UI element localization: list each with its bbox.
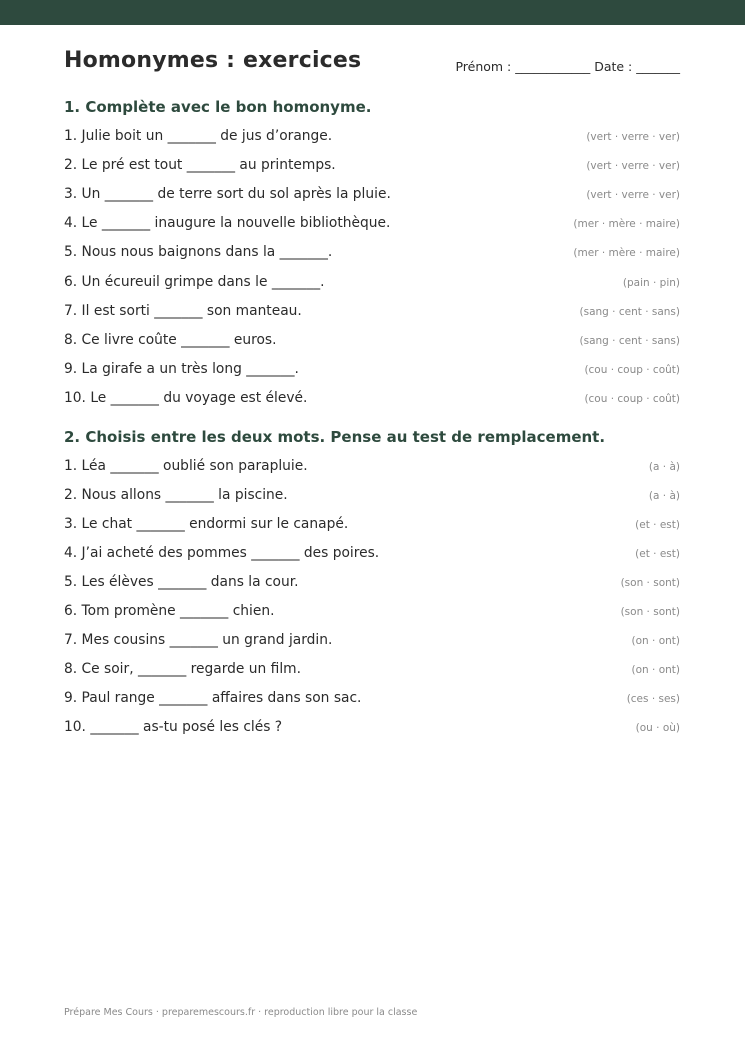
page-footer: Prépare Mes Cours · preparemescours.fr · reproduction libre pour la classe xyxy=(64,1007,418,1018)
exercise-sentence: 2. Nous allons _______ la piscine. xyxy=(64,487,288,503)
exercise-sentence: 2. Le pré est tout _______ au printemps. xyxy=(64,157,336,173)
exercise-item xyxy=(64,719,680,739)
exercise-sentence: 5. Nous nous baignons dans la _______. xyxy=(64,244,333,260)
exercise-options: (ou · où) xyxy=(635,722,680,734)
section-title: 1. Complète avec le bon homonyme. xyxy=(64,98,372,116)
exercise-sentence: 5. Les élèves _______ dans la cour. xyxy=(64,574,299,590)
section-title: 2. Choisis entre les deux mots. Pense au test de remplacement. xyxy=(64,428,606,446)
exercise-item xyxy=(64,274,680,294)
exercise-options: (mer · mère · maire) xyxy=(573,247,680,259)
exercise-item xyxy=(64,244,680,264)
exercise-item xyxy=(64,690,680,710)
exercise-options: (pain · pin) xyxy=(622,277,680,289)
exercise-options: (ces · ses) xyxy=(626,693,680,705)
exercise-sentence: 8. Ce livre coûte _______ euros. xyxy=(64,332,277,348)
exercise-options: (son · sont) xyxy=(620,577,680,589)
exercise-options: (cou · coup · coût) xyxy=(584,393,680,405)
exercise-sentence: 1. Julie boit un _______ de jus d’orange. xyxy=(64,128,333,144)
exercise-options: (sang · cent · sans) xyxy=(579,335,680,347)
exercise-item xyxy=(64,632,680,652)
exercise-sentence: 1. Léa _______ oublié son parapluie. xyxy=(64,458,308,474)
exercise-options: (mer · mère · maire) xyxy=(573,218,680,230)
exercise-sentence: 10. _______ as-tu posé les clés ? xyxy=(64,719,283,735)
exercise-item xyxy=(64,458,680,478)
exercise-sentence: 9. La girafe a un très long _______. xyxy=(64,361,299,377)
exercise-sentence: 8. Ce soir, _______ regarde un film. xyxy=(64,661,301,677)
exercise-item xyxy=(64,186,680,206)
exercise-options: (on · ont) xyxy=(631,664,680,676)
exercise-sentence: 4. J’ai acheté des pommes _______ des poires. xyxy=(64,545,380,561)
exercise-sentence: 6. Un écureuil grimpe dans le _______. xyxy=(64,274,325,290)
exercise-sentence: 7. Mes cousins _______ un grand jardin. xyxy=(64,632,333,648)
exercise-item xyxy=(64,487,680,507)
exercise-options: (son · sont) xyxy=(620,606,680,618)
exercise-options: (a · à) xyxy=(648,461,680,473)
top-banner xyxy=(0,0,745,25)
exercise-item xyxy=(64,545,680,565)
exercise-options: (vert · verre · ver) xyxy=(586,189,680,201)
exercise-item xyxy=(64,661,680,681)
exercise-sentence: 4. Le _______ inaugure la nouvelle bibliothèque. xyxy=(64,215,391,231)
exercise-options: (vert · verre · ver) xyxy=(586,131,680,143)
name-date-fields: Prénom : ____________ Date : _______ xyxy=(455,59,680,74)
exercise-sentence: 9. Paul range _______ affaires dans son sac. xyxy=(64,690,362,706)
exercise-item xyxy=(64,361,680,381)
exercise-item xyxy=(64,128,680,148)
exercise-options: (et · est) xyxy=(635,519,680,531)
exercise-options: (a · à) xyxy=(648,490,680,502)
exercise-item xyxy=(64,303,680,323)
exercise-options: (et · est) xyxy=(635,548,680,560)
exercise-item xyxy=(64,390,680,410)
exercise-sentence: 3. Un _______ de terre sort du sol après la pluie. xyxy=(64,186,391,202)
exercise-options: (vert · verre · ver) xyxy=(586,160,680,172)
exercise-item xyxy=(64,332,680,352)
exercise-item xyxy=(64,157,680,177)
exercise-sentence: 10. Le _______ du voyage est élevé. xyxy=(64,390,308,406)
exercise-sentence: 6. Tom promène _______ chien. xyxy=(64,603,275,619)
page-title: Homonymes : exercices xyxy=(64,48,362,73)
exercise-options: (on · ont) xyxy=(631,635,680,647)
exercise-sentence: 7. Il est sorti _______ son manteau. xyxy=(64,303,302,319)
exercise-sentence: 3. Le chat _______ endormi sur le canapé. xyxy=(64,516,349,532)
exercise-options: (sang · cent · sans) xyxy=(579,306,680,318)
exercise-item xyxy=(64,516,680,536)
exercise-options: (cou · coup · coût) xyxy=(584,364,680,376)
exercise-item xyxy=(64,603,680,623)
exercise-item xyxy=(64,215,680,235)
exercise-item xyxy=(64,574,680,594)
